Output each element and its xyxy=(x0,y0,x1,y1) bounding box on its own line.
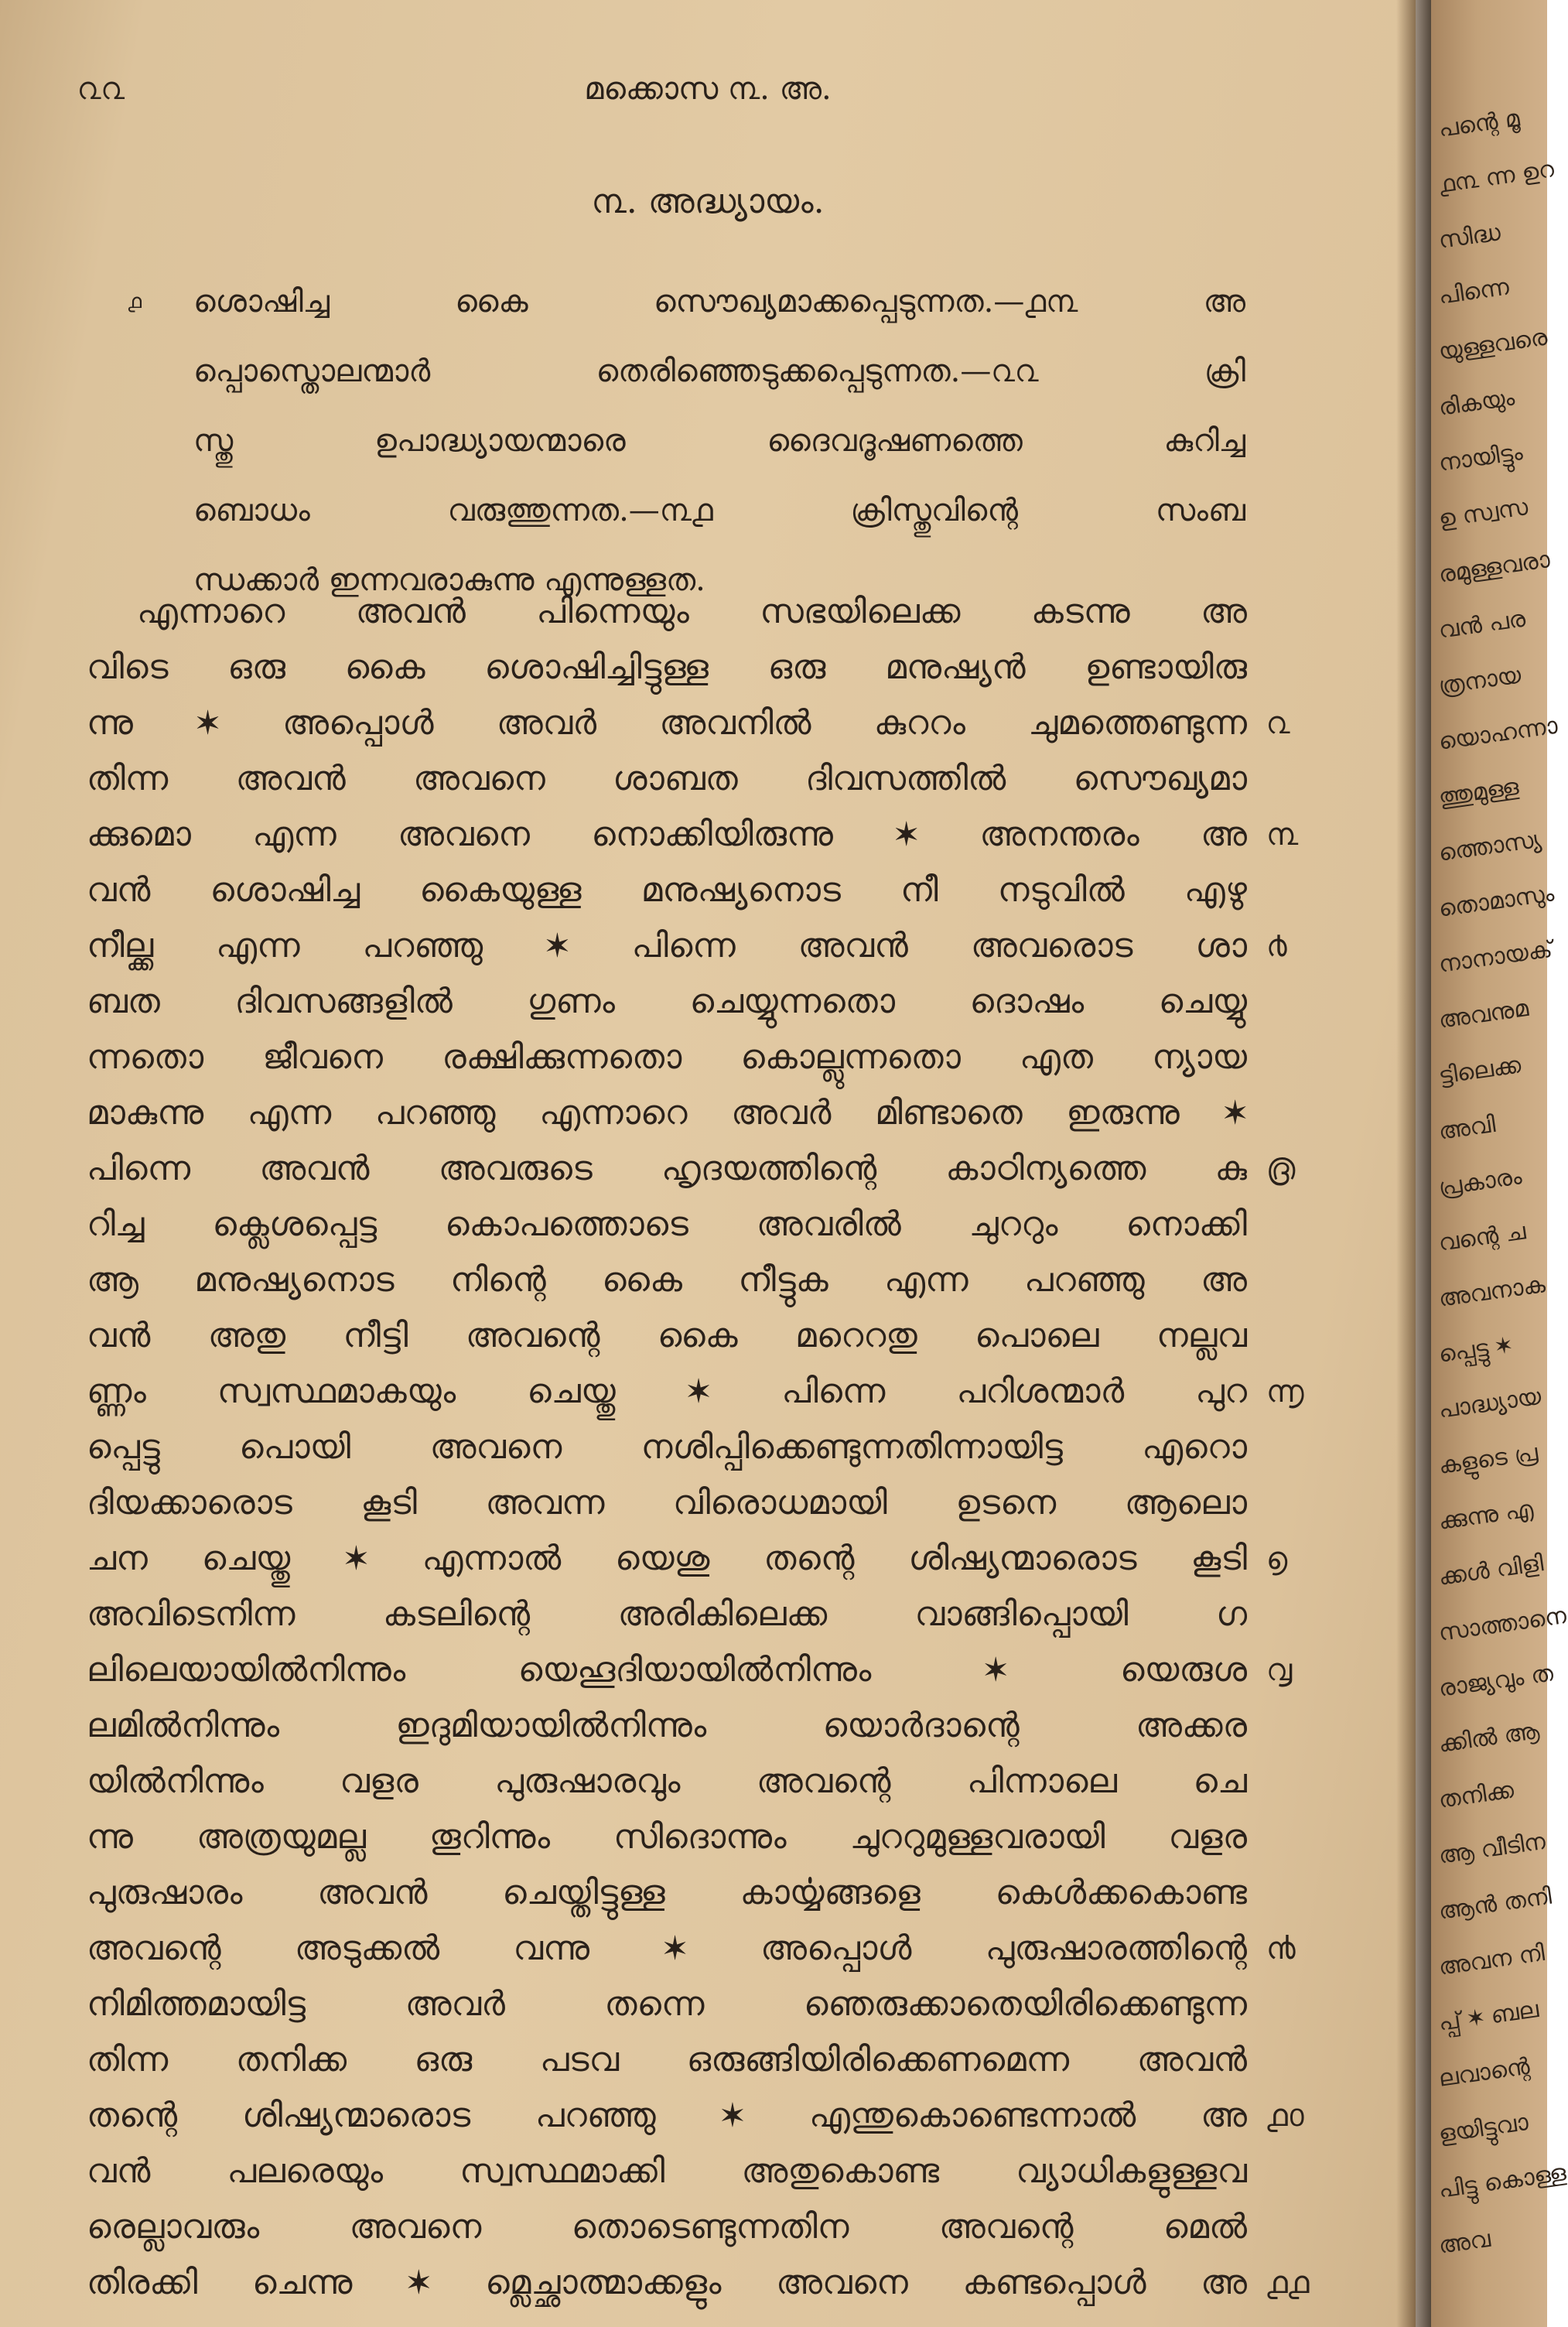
summary-line xyxy=(193,337,1245,406)
summary-line-text: ശൊഷിച്ച കൈ സൌഖ്യമാക്കപ്പെടുന്നത.—൧൩ അ xyxy=(193,284,1245,319)
facing-page-line: അവ xyxy=(1436,2225,1492,2260)
text-line xyxy=(87,1977,1247,2032)
summary-line-text: സ്തു ഉപാദ്ധ്യായന്മാരെ ദൈവദൂഷണത്തെ കുറിച്ച xyxy=(193,423,1245,459)
facing-page-line: ആൻ തനി xyxy=(1436,1882,1553,1925)
text-line-content: ലമിൽനിന്നും ഇദുമിയായിൽനിന്നും യൊർദാന്റെ അക്കര xyxy=(87,1706,1247,1745)
summary-line xyxy=(193,406,1245,476)
text-line-content: നീല്ക്ക എന്ന പറഞ്ഞു ✶ പിന്നെ അവൻ അവരൊട ശാ xyxy=(87,926,1247,965)
facing-page-line: ലവാന്റെ xyxy=(1436,2052,1532,2093)
text-line xyxy=(87,863,1247,918)
text-line-content: എന്നാറെ അവൻ പിന്നെയും സഭയിലെക്ക കടന്നു അ xyxy=(137,592,1247,631)
page-number: ൨൨ xyxy=(77,71,125,107)
facing-page-line: വന്റെ ച xyxy=(1436,1218,1528,1257)
summary-line xyxy=(128,267,1245,337)
text-line xyxy=(87,1809,1247,1865)
facing-page-line: പിട്ടു കൊള്ള xyxy=(1436,2159,1568,2204)
facing-page-line: സാത്താനെ xyxy=(1436,1602,1568,1647)
facing-page-line: അവി xyxy=(1436,1110,1498,1146)
text-line xyxy=(87,807,1299,863)
text-line xyxy=(87,2144,1247,2199)
text-line-content: പുരുഷാരം അവൻ ചെയ്തിട്ടുള്ള കാൎയ്യങ്ങളെ കെൾക്കകൊണ്ട xyxy=(87,1873,1247,1912)
facing-page-line: സിദ്ധ xyxy=(1436,218,1502,255)
book-gutter xyxy=(1396,0,1431,2327)
verse-number: ൯ xyxy=(1266,1931,1296,1967)
summary-line-text: ബൊധം വരുത്തുന്നത.—൩൧ ക്രിസ്തുവിന്റെ സംബ xyxy=(193,493,1245,528)
text-line-content: വൻ പലരെയും സ്വസ്ഥമാക്കി അതുകൊണ്ട വ്യാധികളുള്ളവ xyxy=(87,2151,1247,2191)
facing-page-line: ക്കിൽ ആ xyxy=(1436,1717,1542,1758)
facing-page-edge xyxy=(1431,0,1568,2327)
summary-verse-number: ൧ xyxy=(128,290,142,313)
text-line xyxy=(87,1754,1247,1809)
facing-page-line: വൻ പര xyxy=(1436,605,1528,644)
facing-page-line: ത്രനായ xyxy=(1436,661,1523,700)
facing-page-line: രികയും xyxy=(1436,384,1517,422)
text-line xyxy=(87,640,1247,695)
text-line-content: പിന്നെ അവൻ അവരുടെ ഹൃദയത്തിന്റെ കാഠിന്യത്തെ കു xyxy=(87,1149,1247,1188)
verse-number: ൪ xyxy=(1266,928,1287,964)
text-line-content: നിമിത്തമായിട്ട അവർ തന്നെ ഞെരുക്കാതെയിരിക്കെണ്ടുന്ന xyxy=(87,1984,1247,2024)
text-line xyxy=(87,751,1247,807)
text-line xyxy=(87,1252,1247,1308)
text-line xyxy=(87,1030,1247,1085)
chapter-title: ൩. അദ്ധ്യായം. xyxy=(591,182,825,221)
verse-number: ൧൦ xyxy=(1266,2098,1304,2134)
text-line-content: ന്നു ✶ അപ്പൊൾ അവർ അവനിൽ കുററം ചുമത്തെണ്ടുന്ന xyxy=(87,703,1247,743)
text-line xyxy=(87,695,1290,751)
facing-page-line: ത്തൊസ്യ xyxy=(1436,825,1543,867)
text-line xyxy=(87,1197,1247,1252)
verse-number: ൨ xyxy=(1266,706,1290,741)
text-line-content: തന്റെ ശിഷ്യന്മാരൊട പറഞ്ഞു ✶ എന്തുകൊണ്ടെന്നാൽ അ xyxy=(87,2096,1247,2135)
facing-page-line: ക്കുന്നു എ xyxy=(1436,1495,1536,1536)
facing-page-line: രമുള്ളവരാ xyxy=(1436,546,1552,589)
text-line-content: ആ മനുഷ്യനൊട നിന്റെ കൈ നീട്ടുക എന്ന പറഞ്ഞു അ xyxy=(87,1260,1247,1300)
facing-page-line: അവന നി xyxy=(1436,1939,1546,1981)
body-text xyxy=(87,584,1310,2311)
facing-page-line: ക്കൾ വിളി xyxy=(1436,1550,1546,1591)
facing-page-line: യുള്ളവരെ xyxy=(1436,323,1549,366)
facing-page-line: നാനായക് xyxy=(1436,935,1555,979)
text-line-content: വൻ ശൊഷിച്ച കൈയുള്ള മനുഷ്യനൊട നീ നടുവിൽ എഴു xyxy=(87,870,1247,910)
text-line xyxy=(87,1420,1247,1475)
facing-page-line: അവനാക xyxy=(1436,1270,1547,1313)
facing-page-line: പ്രകാരം xyxy=(1436,1163,1524,1201)
text-line-content: അവന്റെ അടുക്കൽ വന്നു ✶ അപ്പൊൾ പുരുഷാരത്തിന്റെ xyxy=(87,1929,1247,1968)
verse-number: ൧൧ xyxy=(1266,2265,1310,2301)
text-line-content: വൻ അതു നീട്ടി അവന്റെ കൈ മറെറതു പൊലെ നല്ലവ xyxy=(87,1316,1247,1355)
text-line xyxy=(87,1531,1288,1587)
text-line-content: തിന്ന തനിക്ക ഒരു പടവ ഒരുങ്ങിയിരിക്കെണമെന്ന അവൻ xyxy=(87,2040,1247,2079)
text-line-content: ണ്ണം സ്വസ്ഥമാകയും ചെയ്തു ✶ പിന്നെ പറിശന്മാർ പുറ xyxy=(87,1372,1247,1411)
text-line xyxy=(87,918,1287,974)
verse-number: ൫ xyxy=(1266,1151,1296,1187)
text-line xyxy=(87,2088,1304,2144)
facing-page-line: ത്തുമുള്ള xyxy=(1436,773,1521,812)
text-line xyxy=(87,2255,1310,2311)
text-line-content: മാകുന്നു എന്ന പറഞ്ഞു എന്നാറെ അവർ മിണ്ടാതെ ഇരുന്നു ✶ xyxy=(87,1093,1247,1133)
text-line-content: ലിലെയായിൽനിന്നും യെഹൂദിയായിൽനിന്നും ✶ യെരുശ xyxy=(87,1650,1247,1690)
text-line xyxy=(87,1698,1247,1754)
facing-page-line: ഉ സ്വസ xyxy=(1436,494,1530,533)
facing-page-line: നായിട്ടും xyxy=(1436,438,1525,477)
text-line xyxy=(87,1364,1304,1420)
text-line xyxy=(87,1141,1296,1197)
facing-page-line: പ്പ് ✶ ബല xyxy=(1436,1996,1541,2037)
text-line xyxy=(87,1587,1247,1642)
text-line-content: യിൽനിന്നും വളര പുരുഷാരവും അവന്റെ പിന്നാലെ ചെ xyxy=(87,1761,1247,1801)
text-line xyxy=(87,1475,1247,1531)
verse-number: ൭ xyxy=(1266,1541,1288,1577)
facing-page-line: പന്റെ മൂ xyxy=(1436,104,1522,143)
text-line-content: ന്നതൊ ജീവനെ രക്ഷിക്കുന്നതൊ കൊല്ലുന്നതൊ എത ന്യായ xyxy=(87,1037,1247,1077)
facing-page-line: ആ വീടിന xyxy=(1436,1827,1547,1870)
facing-page-line: പ്പെട്ടു ✶ xyxy=(1436,1331,1514,1369)
text-line-content: രെല്ലാവരും അവനെ തൊടെണ്ടുന്നതിന അവന്റെ മെൽ xyxy=(87,2207,1247,2247)
facing-page-line: തൊമാസും xyxy=(1436,880,1556,923)
text-line-content: ബത ദിവസങ്ങളിൽ ഗുണം ചെയ്യുന്നതൊ ദൊഷം ചെയ്യു xyxy=(87,982,1247,1021)
text-line xyxy=(87,974,1247,1030)
facing-page-line: പിന്നെ xyxy=(1436,273,1511,310)
facing-page-line: അവനുമ xyxy=(1436,994,1531,1034)
facing-page-line: പാദ്ധ്യായ xyxy=(1436,1382,1543,1424)
text-line-content: റിച്ച ക്ലെശപ്പെട്ട കൊപത്തൊടെ അവരിൽ ചുററും നൊക്കി xyxy=(87,1205,1247,1244)
text-line xyxy=(87,1085,1247,1141)
facing-page-line: കളുടെ പ്ര xyxy=(1436,1439,1540,1480)
text-line-content: തിന്ന അവൻ അവനെ ശാബത ദിവസത്തിൽ സൌഖ്യമാ xyxy=(87,759,1247,798)
text-line xyxy=(87,1642,1293,1698)
text-line xyxy=(87,1308,1247,1364)
text-line xyxy=(87,1921,1296,1977)
chapter-summary xyxy=(128,267,1245,615)
summary-line-text: പ്പൊസ്തൊലന്മാർ തെരിഞ്ഞെടുക്കപ്പെടുന്നത.—൨൨ ക്രി xyxy=(193,354,1245,389)
facing-page-line: യൊഹന്നാ xyxy=(1436,712,1559,756)
text-line xyxy=(87,584,1247,640)
verse-number: ൮ xyxy=(1266,1652,1293,1688)
running-title: മക്കൊസ ൩. അ. xyxy=(584,71,832,107)
facing-page-line: ട്ടിലെക്ക xyxy=(1436,1051,1523,1090)
text-line xyxy=(87,1865,1247,1921)
summary-line-text: ന്ധക്കാർ ഇന്നവരാകുന്നു എന്നുള്ളത. xyxy=(193,562,705,598)
text-line-content: ക്കുമൊ എന്ന അവനെ നൊക്കിയിരുന്നു ✶ അനന്തരം അ xyxy=(87,815,1247,854)
verse-number: ൬ xyxy=(1266,1374,1304,1410)
facing-page-line: രാജ്യവും ത xyxy=(1436,1659,1556,1703)
summary-line xyxy=(193,476,1245,545)
text-line-content: ചന ചെയ്തു ✶ എന്നാൽ യെശു തന്റെ ശിഷ്യന്മാരൊട കൂടി xyxy=(87,1539,1247,1578)
verse-number: ൩ xyxy=(1266,817,1299,853)
facing-page-line: ളയിട്ടുവാ xyxy=(1436,2108,1530,2148)
text-line-content: വിടെ ഒരു കൈ ശൊഷിച്ചിട്ടുള്ള ഒരു മനുഷ്യൻ ഉണ്ടായിരു xyxy=(87,648,1247,687)
facing-page-line: തനിക്ക xyxy=(1436,1776,1516,1814)
text-line xyxy=(87,2199,1247,2255)
text-line-content: പ്പെട്ടു പൊയി അവനെ നശിപ്പിക്കെണ്ടുന്നതിന്നായിട്ട എറൊ xyxy=(87,1427,1247,1467)
text-line-content: തിരക്കി ചെന്നു ✶ മ്ലെച്ഛാത്മാക്കളും അവനെ കണ്ടപ്പൊൾ അ xyxy=(87,2263,1247,2302)
text-line-content: ന്നു അത്രയുമല്ല തൂറിന്നും സിദൊന്നും ചുററുമുള്ളവരായി വളര xyxy=(87,1817,1247,1857)
text-line xyxy=(87,2032,1247,2088)
text-line-content: ദിയക്കാരൊട കൂടി അവന്ന വിരൊധമായി ഉടനെ ആലൊ xyxy=(87,1483,1247,1522)
text-line-content: അവിടെനിന്ന കടലിന്റെ അരികിലെക്ക വാങ്ങിപ്പൊയി ഗ xyxy=(87,1594,1247,1634)
facing-page-line: ൧൩ ന്ന ഉറ xyxy=(1436,155,1556,199)
